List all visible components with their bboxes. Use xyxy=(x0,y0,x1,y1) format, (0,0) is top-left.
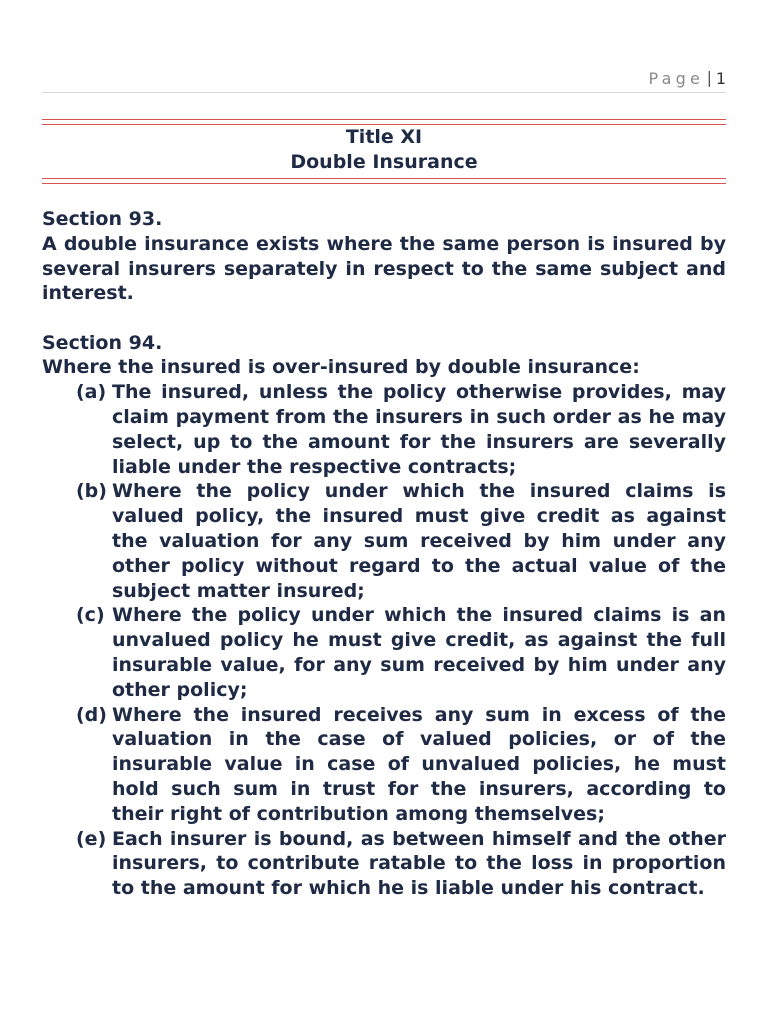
list-marker: (e) xyxy=(76,827,107,850)
section-gap xyxy=(42,306,726,331)
section-93-text: A double insurance exists where the same person is insured by several insurers separately in respect to the same subject and interest. xyxy=(42,232,726,305)
list-marker: (d) xyxy=(76,703,107,726)
page-header xyxy=(42,66,726,93)
list-marker: (b) xyxy=(76,480,107,503)
section-94-heading: Section 94. xyxy=(42,331,163,354)
list-item-b xyxy=(42,479,726,603)
list-item-text: Where the policy under which the insured claims is valued policy, the insured must give credit as against the valuation for any sum received by him under any other policy without regard to the actual value of the subject matter insured; xyxy=(112,480,726,602)
list-item-d xyxy=(42,703,726,827)
title-line-1: Title XI xyxy=(345,126,423,148)
list-item-a xyxy=(42,380,726,479)
list-item-text: Each insurer is bound, as between himself and the other insurers, to contribute ratable to the loss in proportion to the amount for which he is liable under his contract. xyxy=(112,827,726,900)
section-93-heading: Section 93. xyxy=(42,208,163,230)
list-item-e xyxy=(42,827,726,901)
page-separator: | xyxy=(706,68,712,87)
document-body xyxy=(42,207,726,901)
list-item-text: Where the policy under which the insured claims is an unvalued policy he must give credit, as against the full insurable value, for any sum received by him under any other policy; xyxy=(112,604,726,701)
page-number: 1 xyxy=(715,69,726,88)
title-bottom-rule xyxy=(42,178,726,184)
page-label: Page xyxy=(648,69,704,88)
list-item-text: Where the insured receives any sum in excess of the valuation in the case of valued policies, or of the insurable value in case of unvalued policies, he must hold such sum in trust for the insurers, according to their right of contribution among themselves; xyxy=(112,703,726,825)
list-marker: (a) xyxy=(76,381,107,404)
list-marker: (c) xyxy=(76,604,105,627)
document-title: Double Insurance xyxy=(290,151,478,173)
list-item-c xyxy=(42,603,726,702)
section-94-intro: Where the insured is over-insured by double insurance: xyxy=(42,356,640,379)
title-block xyxy=(42,125,726,175)
list-item-text: The insured, unless the policy otherwise provides, may claim payment from the insurers in such order as he may select, up to the amount for the insurers are severally liable under the respective contracts; xyxy=(112,381,726,478)
